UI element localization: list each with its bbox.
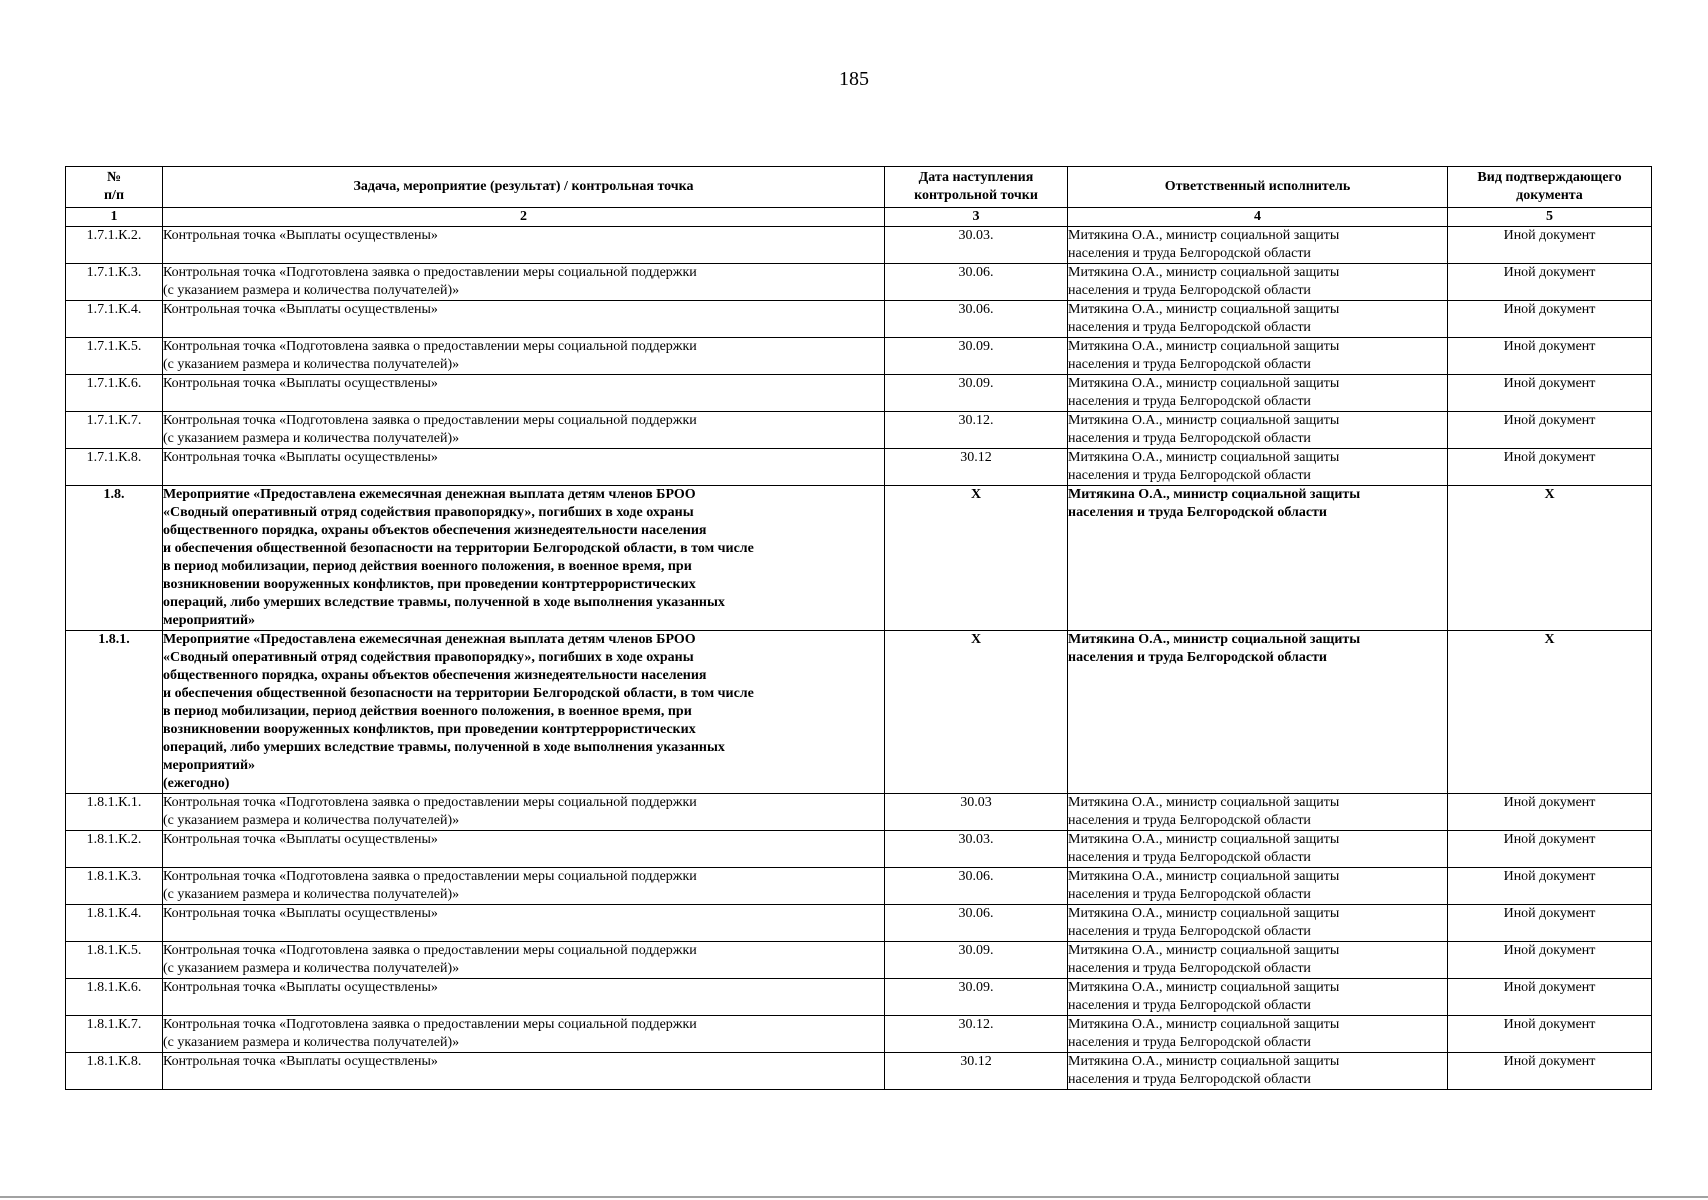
executor-cell: Митякина О.А., министр социальной защиты населения и труда Белгородской области xyxy=(1068,412,1448,449)
date-cell: 30.03 xyxy=(885,794,1068,831)
document-type-cell: Иной документ xyxy=(1448,979,1652,1016)
document-type-cell: Иной документ xyxy=(1448,1016,1652,1053)
executor-cell: Митякина О.А., министр социальной защиты населения и труда Белгородской области xyxy=(1068,449,1448,486)
row-number-cell: 1.8.1.К.8. xyxy=(66,1053,163,1090)
row-number-cell: 1.8.1. xyxy=(66,631,163,794)
date-cell: Х xyxy=(885,486,1068,631)
table-row xyxy=(66,412,1652,449)
table-row xyxy=(66,449,1652,486)
header-document: Вид подтверждающего документа xyxy=(1448,167,1652,208)
document-type-cell: Иной документ xyxy=(1448,794,1652,831)
document-type-cell: Иной документ xyxy=(1448,868,1652,905)
executor-cell: Митякина О.А., министр социальной защиты населения и труда Белгородской области xyxy=(1068,631,1448,794)
executor-cell: Митякина О.А., министр социальной защиты населения и труда Белгородской области xyxy=(1068,831,1448,868)
date-cell: 30.09. xyxy=(885,338,1068,375)
task-cell: Контрольная точка «Выплаты осуществлены» xyxy=(163,301,885,338)
document-type-cell: Иной документ xyxy=(1448,301,1652,338)
table-row xyxy=(66,905,1652,942)
row-number-cell: 1.8. xyxy=(66,486,163,631)
header-executor: Ответственный исполнитель xyxy=(1068,167,1448,208)
task-cell: Контрольная точка «Подготовлена заявка о предоставлении меры социальной поддержки (с указанием размера и количества получателей)» xyxy=(163,868,885,905)
executor-cell: Митякина О.А., министр социальной защиты населения и труда Белгородской области xyxy=(1068,1053,1448,1090)
document-type-cell: Х xyxy=(1448,486,1652,631)
executor-cell: Митякина О.А., министр социальной защиты населения и труда Белгородской области xyxy=(1068,338,1448,375)
document-type-cell: Иной документ xyxy=(1448,449,1652,486)
row-number-cell: 1.8.1.К.3. xyxy=(66,868,163,905)
document-type-cell: Иной документ xyxy=(1448,942,1652,979)
table-row xyxy=(66,942,1652,979)
column-numbers-row xyxy=(66,208,1652,227)
table-body xyxy=(66,227,1652,1090)
column-number: 5 xyxy=(1448,208,1652,227)
date-cell: 30.12 xyxy=(885,1053,1068,1090)
document-type-cell: Иной документ xyxy=(1448,227,1652,264)
document-type-cell: Иной документ xyxy=(1448,264,1652,301)
task-cell: Контрольная точка «Подготовлена заявка о предоставлении меры социальной поддержки (с указанием размера и количества получателей)» xyxy=(163,942,885,979)
document-type-cell: Х xyxy=(1448,631,1652,794)
executor-cell: Митякина О.А., министр социальной защиты населения и труда Белгородской области xyxy=(1068,264,1448,301)
row-number-cell: 1.8.1.К.7. xyxy=(66,1016,163,1053)
executor-cell: Митякина О.А., министр социальной защиты населения и труда Белгородской области xyxy=(1068,868,1448,905)
task-cell: Мероприятие «Предоставлена ежемесячная денежная выплата детям членов БРОО «Сводный оперативный отряд содействия правопорядку», погибших в ходе охраны общественного порядка, охраны объектов обеспечения жизнедеятельности населения и обеспечения общественной безопасности на территории Белгородской области, в том числе в период мобилизации, период действия военного положения, в военное время, при возникновении вооруженных конфликтов, при проведении контртеррористических операций, либо умерших вследствие травмы, полученной в ходе выполнения указанных мероприятий» (ежегодно) xyxy=(163,631,885,794)
table-row xyxy=(66,486,1652,631)
column-number: 3 xyxy=(885,208,1068,227)
executor-cell: Митякина О.А., министр социальной защиты населения и труда Белгородской области xyxy=(1068,375,1448,412)
date-cell: 30.06. xyxy=(885,301,1068,338)
task-cell: Контрольная точка «Выплаты осуществлены» xyxy=(163,905,885,942)
table-row xyxy=(66,631,1652,794)
row-number-cell: 1.7.1.К.3. xyxy=(66,264,163,301)
task-cell: Контрольная точка «Подготовлена заявка о предоставлении меры социальной поддержки (с указанием размера и количества получателей)» xyxy=(163,794,885,831)
date-cell: 30.12. xyxy=(885,412,1068,449)
date-cell: 30.03. xyxy=(885,831,1068,868)
date-cell: 30.06. xyxy=(885,264,1068,301)
row-number-cell: 1.8.1.К.5. xyxy=(66,942,163,979)
document-type-cell: Иной документ xyxy=(1448,905,1652,942)
table-header-row xyxy=(66,167,1652,208)
executor-cell: Митякина О.А., министр социальной защиты населения и труда Белгородской области xyxy=(1068,905,1448,942)
executor-cell: Митякина О.А., министр социальной защиты населения и труда Белгородской области xyxy=(1068,942,1448,979)
document-type-cell: Иной документ xyxy=(1448,375,1652,412)
executor-cell: Митякина О.А., министр социальной защиты населения и труда Белгородской области xyxy=(1068,1016,1448,1053)
column-number: 1 xyxy=(66,208,163,227)
date-cell: 30.09. xyxy=(885,375,1068,412)
executor-cell: Митякина О.А., министр социальной защиты населения и труда Белгородской области xyxy=(1068,979,1448,1016)
task-cell: Контрольная точка «Выплаты осуществлены» xyxy=(163,831,885,868)
executor-cell: Митякина О.А., министр социальной защиты населения и труда Белгородской области xyxy=(1068,794,1448,831)
table-row xyxy=(66,868,1652,905)
column-number: 4 xyxy=(1068,208,1448,227)
table-row xyxy=(66,264,1652,301)
task-cell: Мероприятие «Предоставлена ежемесячная денежная выплата детям членов БРОО «Сводный оперативный отряд содействия правопорядку», погибших в ходе охраны общественного порядка, охраны объектов обеспечения жизнедеятельности населения и обеспечения общественной безопасности на территории Белгородской области, в том числе в период мобилизации, период действия военного положения, в военное время, при возникновении вооруженных конфликтов, при проведении контртеррористических операций, либо умерших вследствие травмы, полученной в ходе выполнения указанных мероприятий» xyxy=(163,486,885,631)
row-number-cell: 1.7.1.К.4. xyxy=(66,301,163,338)
task-cell: Контрольная точка «Подготовлена заявка о предоставлении меры социальной поддержки (с указанием размера и количества получателей)» xyxy=(163,264,885,301)
date-cell: 30.12. xyxy=(885,1016,1068,1053)
bottom-edge-line xyxy=(0,1196,1708,1198)
row-number-cell: 1.7.1.К.5. xyxy=(66,338,163,375)
date-cell: 30.09. xyxy=(885,979,1068,1016)
document-type-cell: Иной документ xyxy=(1448,831,1652,868)
row-number-cell: 1.8.1.К.2. xyxy=(66,831,163,868)
task-cell: Контрольная точка «Выплаты осуществлены» xyxy=(163,375,885,412)
date-cell: 30.06. xyxy=(885,868,1068,905)
executor-cell: Митякина О.А., министр социальной защиты населения и труда Белгородской области xyxy=(1068,486,1448,631)
row-number-cell: 1.7.1.К.8. xyxy=(66,449,163,486)
row-number-cell: 1.7.1.К.7. xyxy=(66,412,163,449)
task-cell: Контрольная точка «Выплаты осуществлены» xyxy=(163,1053,885,1090)
table-row xyxy=(66,831,1652,868)
table-row xyxy=(66,375,1652,412)
row-number-cell: 1.7.1.К.6. xyxy=(66,375,163,412)
header-date: Дата наступления контрольной точки xyxy=(885,167,1068,208)
document-type-cell: Иной документ xyxy=(1448,412,1652,449)
header-task: Задача, мероприятие (результат) / контрольная точка xyxy=(163,167,885,208)
task-cell: Контрольная точка «Подготовлена заявка о предоставлении меры социальной поддержки (с указанием размера и количества получателей)» xyxy=(163,412,885,449)
table-row xyxy=(66,338,1652,375)
task-cell: Контрольная точка «Подготовлена заявка о предоставлении меры социальной поддержки (с указанием размера и количества получателей)» xyxy=(163,1016,885,1053)
column-number: 2 xyxy=(163,208,885,227)
table-row xyxy=(66,794,1652,831)
row-number-cell: 1.7.1.К.2. xyxy=(66,227,163,264)
executor-cell: Митякина О.А., министр социальной защиты населения и труда Белгородской области xyxy=(1068,301,1448,338)
date-cell: 30.09. xyxy=(885,942,1068,979)
date-cell: 30.03. xyxy=(885,227,1068,264)
table-row xyxy=(66,1016,1652,1053)
document-type-cell: Иной документ xyxy=(1448,1053,1652,1090)
header-number: № п/п xyxy=(66,167,163,208)
page-number: 185 xyxy=(839,68,869,90)
task-cell: Контрольная точка «Выплаты осуществлены» xyxy=(163,449,885,486)
table-row xyxy=(66,1053,1652,1090)
table-row xyxy=(66,301,1652,338)
row-number-cell: 1.8.1.К.4. xyxy=(66,905,163,942)
date-cell: 30.12 xyxy=(885,449,1068,486)
task-cell: Контрольная точка «Выплаты осуществлены» xyxy=(163,979,885,1016)
date-cell: 30.06. xyxy=(885,905,1068,942)
executor-cell: Митякина О.А., министр социальной защиты населения и труда Белгородской области xyxy=(1068,227,1448,264)
table-row xyxy=(66,227,1652,264)
date-cell: Х xyxy=(885,631,1068,794)
task-cell: Контрольная точка «Подготовлена заявка о предоставлении меры социальной поддержки (с указанием размера и количества получателей)» xyxy=(163,338,885,375)
document-type-cell: Иной документ xyxy=(1448,338,1652,375)
task-cell: Контрольная точка «Выплаты осуществлены» xyxy=(163,227,885,264)
row-number-cell: 1.8.1.К.6. xyxy=(66,979,163,1016)
row-number-cell: 1.8.1.К.1. xyxy=(66,794,163,831)
control-points-table xyxy=(65,166,1652,1090)
table-row xyxy=(66,979,1652,1016)
